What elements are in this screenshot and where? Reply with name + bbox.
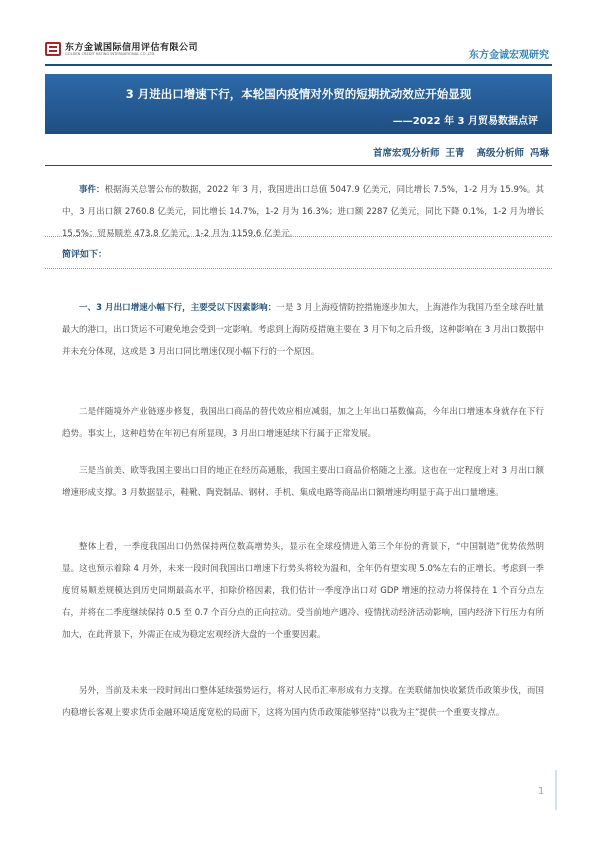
- author-line: [367, 145, 549, 159]
- section-title: 简评如下：: [62, 250, 108, 260]
- title-banner: [45, 74, 552, 134]
- senior-analyst-name: 冯琳: [529, 148, 549, 159]
- company-logo-icon: [45, 42, 61, 56]
- page-number-rule: [555, 770, 557, 810]
- paragraph-5: 另外，当前及未来一段时间出口整体延续强势运行，将对人民币汇率形成有力支撑。在美联储加快收紧货币政策步伐，而国内稳增长客观上要求货币金融环境适度宽松的局面下，这将为国内货币政策能够坚持“以我为主”提供一个重要支撑点。: [62, 686, 544, 718]
- page-number: 1: [538, 786, 545, 797]
- chief-analyst-role: 首席宏观分析师: [372, 148, 440, 159]
- paragraph-3: 三是当前美、欧等我国主要出口目的地正在经历高通胀，我国主要出口商品价格随之上涨。这也在一定程度上对 3 月出口额增速形成支撑。3 月数据显示，鞋靴、陶瓷制品、钢材、手机、集成电路等商品出口额增速均明显于高于出口量增速。: [62, 466, 544, 498]
- senior-analyst-role: 高级分析师: [476, 148, 524, 159]
- header-research-title: 东方金诚宏观研究: [469, 50, 549, 61]
- paragraph-1-lead: 一、3 月出口增速小幅下行，主要受以下因素影响：: [79, 303, 277, 313]
- paragraph-1: [62, 297, 544, 363]
- report-title: 3 月进出口增速下行，本轮国内疫情对外贸的短期扰动效应开始显现: [125, 87, 472, 101]
- page-header: [0, 0, 595, 64]
- company-name-en: GOLDEN CREDIT RATING INTERNATIONAL CO.,LTD.: [65, 52, 156, 56]
- paragraph-4: 整体上看，一季度我国出口仍然保持两位数高增势头，显示在全球疫情进入第三个年份的背景下，“中国制造”优势依然明显。这也预示着除 4 月外，未来一段时间我国出口增速下行势头将较为温和，全年仍有望实现 5.0%左右的正增长。考虑到一季度贸易顺差规模达到历史同期最高水平，扣除价格因素，我们估计一季度净出口对 GDP 增速的拉动力将保持在 1 个百分点左右，并将在二季度继续保持 0.5 至 0.7 个百分点的正向拉动。受当前地产遇冷、疫情扰动经济活动影响，国内经济下行压力有所加大，在此背景下，外需正在成为稳定宏观经济大盘的一个重要因素。: [62, 542, 544, 640]
- event-divider: [45, 236, 552, 237]
- company-name-cn: 东方金诚国际信用评估有限公司: [65, 43, 199, 53]
- section-divider: [45, 268, 552, 269]
- event-text: 根据海关总署公布的数据，2022 年 3 月，我国进出口总值 5047.9 亿美元，同比增长 7.5%，1-2 月为 15.9%。其中，3 月出口额 2760.8 亿美元，同比增长 14.7%，1-2 月为 16.3%；进口额 2287 亿美元，同比下降 0.1%，1-2 月为增长 15.5%；贸易顺差 473.8 亿美元，1-2 月为 1159.6 亿美元。: [62, 185, 544, 239]
- chief-analyst-name: 王青: [445, 148, 465, 159]
- event-label: 事件：: [79, 185, 105, 195]
- report-subtitle: ——2022 年 3 月贸易数据点评: [392, 116, 538, 127]
- paragraph-1-text: 一是 3 月上海疫情防控措施逐步加大，上海港作为我国乃至全球吞吐量最大的港口，出口货运不可避免地会受到一定影响。考虑到上海防疫措施主要在 3 月下旬之后升级，这种影响在 3 月出口数据中并未充分体现，这或是 3 月出口同比增速仅现小幅下行的一个原因。: [62, 303, 544, 357]
- paragraph-2: 二是伴随境外产业链逐步修复，我国出口商品的替代效应相应减弱，加之上年出口基数偏高，今年出口增速本身就存在下行趋势。事实上，这种趋势在年初已有所显现，3 月出口增速延续下行属于正常发展。: [62, 407, 544, 439]
- authors-divider: [45, 165, 552, 166]
- header-divider: [45, 64, 552, 66]
